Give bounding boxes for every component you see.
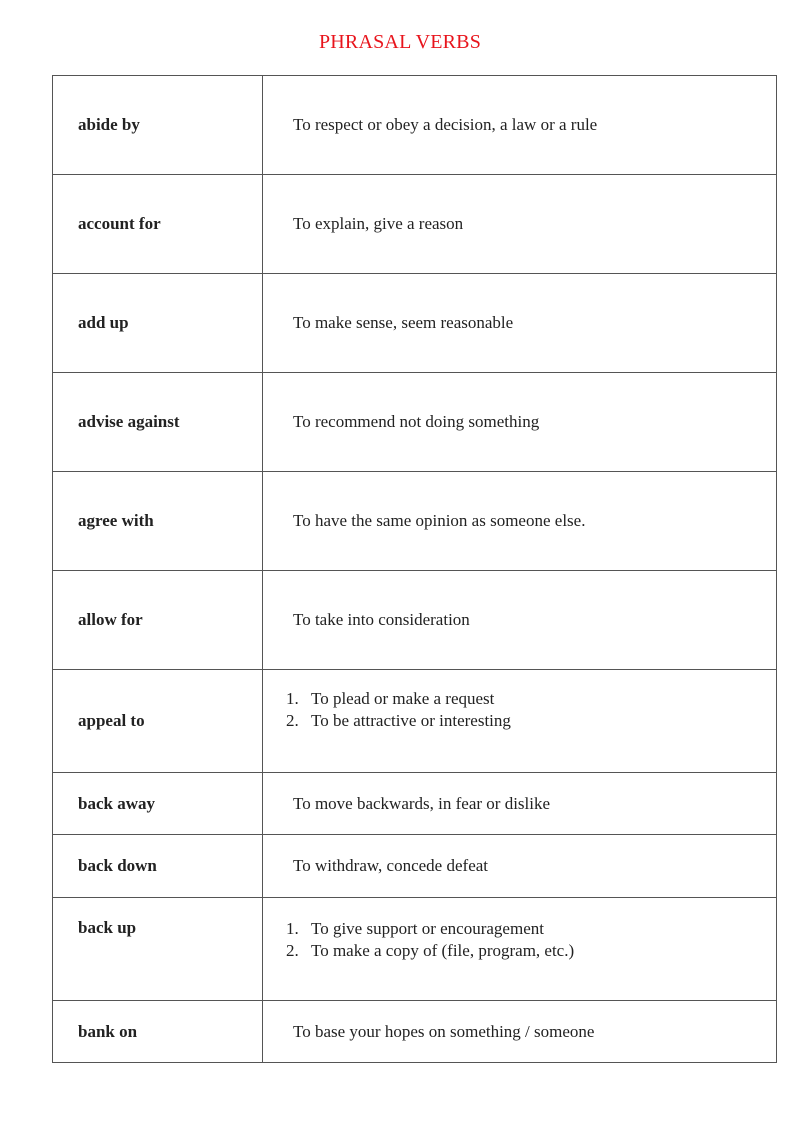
list-text: To make a copy of (file, program, etc.) — [311, 941, 575, 960]
definition-cell — [263, 898, 777, 1001]
definition-cell: To recommend not doing something — [263, 373, 777, 472]
term-cell: abide by — [53, 76, 263, 175]
definition-list — [286, 688, 776, 732]
term-cell: back away — [53, 773, 263, 835]
list-text: To be attractive or interesting — [311, 711, 511, 730]
definition-cell: To base your hopes on something / someone — [263, 1001, 777, 1063]
list-item — [286, 710, 776, 732]
table-row — [53, 670, 777, 773]
list-text: To plead or make a request — [311, 689, 495, 708]
definition-cell: To respect or obey a decision, a law or a rule — [263, 76, 777, 175]
definition-cell: To move backwards, in fear or dislike — [263, 773, 777, 835]
table-row — [53, 1001, 777, 1063]
table-row — [53, 175, 777, 274]
table-row — [53, 835, 777, 898]
definition-cell: To explain, give a reason — [263, 175, 777, 274]
term-cell: back down — [53, 835, 263, 898]
list-number: 1. — [286, 689, 299, 708]
term-cell: bank on — [53, 1001, 263, 1063]
definition-cell: To make sense, seem reasonable — [263, 274, 777, 373]
definition-cell — [263, 670, 777, 773]
term-cell: account for — [53, 175, 263, 274]
list-item — [286, 940, 776, 962]
term-cell: allow for — [53, 571, 263, 670]
list-number: 2. — [286, 941, 299, 960]
list-number: 2. — [286, 711, 299, 730]
phrasal-verbs-table — [52, 75, 777, 1063]
table-row — [53, 898, 777, 1001]
list-text: To give support or encouragement — [311, 919, 544, 938]
definition-list — [286, 918, 776, 962]
term-cell: agree with — [53, 472, 263, 571]
table-row — [53, 274, 777, 373]
table-row — [53, 472, 777, 571]
term-cell: advise against — [53, 373, 263, 472]
table-row — [53, 76, 777, 175]
definition-cell: To take into consideration — [263, 571, 777, 670]
term-cell: back up — [53, 898, 263, 1001]
list-item — [286, 918, 776, 940]
term-cell: appeal to — [53, 670, 263, 773]
table-row — [53, 373, 777, 472]
list-number: 1. — [286, 919, 299, 938]
definition-cell: To have the same opinion as someone else. — [263, 472, 777, 571]
term-cell: add up — [53, 274, 263, 373]
table-row — [53, 773, 777, 835]
table-row — [53, 571, 777, 670]
page-title: PHRASAL VERBS — [318, 31, 482, 53]
definition-cell: To withdraw, concede defeat — [263, 835, 777, 898]
list-item — [286, 688, 776, 710]
